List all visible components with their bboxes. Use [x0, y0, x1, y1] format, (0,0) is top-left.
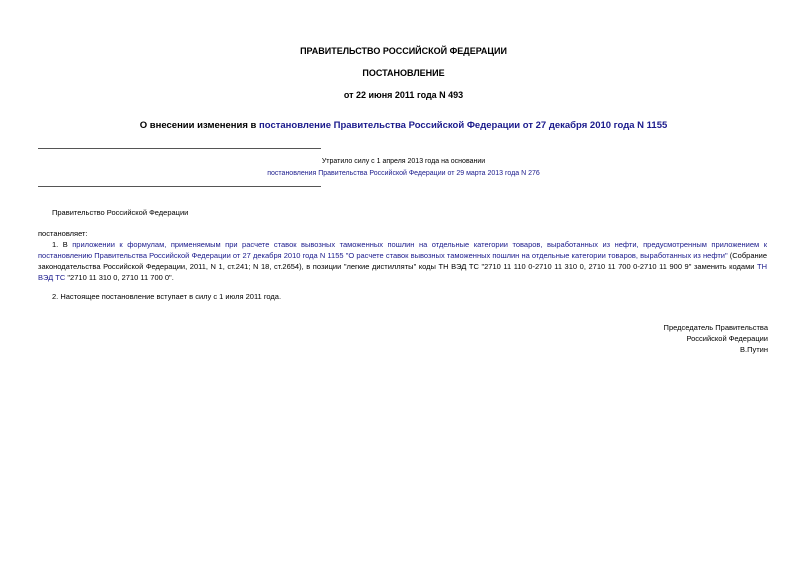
- signature-position-2: Российской Федерации: [686, 334, 768, 343]
- signature-name: В.Путин: [740, 345, 768, 354]
- issuer-text: Правительство Российской Федерации: [52, 208, 189, 217]
- title-prefix: О внесении изменения в: [139, 120, 260, 131]
- p1-number: 1. В: [52, 240, 73, 249]
- paragraph-1: [38, 239, 767, 283]
- p1-link-tnved[interactable]: ТН ВЭД ТС: [38, 262, 767, 282]
- status-top-rule: [38, 148, 321, 149]
- p1-text-1: (Собрание законодательства Российской Федерации, 2011, N 1, ст.241; N 18, ст.2654), в позиции "легкие дистилляты" коды ТН ВЭД ТС "2710 11 110 0-2710 11 310 0, 2710 11 700 0-2710 11 900 9" заменить кодами: [38, 251, 767, 271]
- date-number-heading: от 22 июня 2011 года N 493: [343, 90, 464, 100]
- signature-position-1: Председатель Правительства: [663, 323, 768, 332]
- status-link-decree-276[interactable]: постановления Правительства Российской Федерации от 29 марта 2013 года N 276: [267, 170, 540, 177]
- status-bottom-rule: [38, 186, 321, 187]
- document-title: [0, 120, 807, 131]
- doc-type-heading: ПОСТАНОВЛЕНИЕ: [362, 68, 445, 78]
- paragraph-2: 2. Настоящее постановление вступает в силу с 1 июля 2011 года.: [52, 292, 282, 301]
- status-line: Утратило силу с 1 апреля 2013 года на основании: [321, 158, 486, 165]
- p1-link-appendix[interactable]: приложении к формулам, применяемым при расчете ставок вывозных таможенных пошлин на отдельные категории товаров, выработанных из нефти, предусмотренным приложением к постановлению Правительства Российской Федерации от 27 декабря 2010 года N 1155 "О расчете ставок вывозных таможенных пошлин на отдельные категории товаров, выработанных из нефти": [38, 240, 767, 260]
- decrees-text: постановляет:: [38, 229, 88, 238]
- org-heading: ПРАВИТЕЛЬСТВО РОССИЙСКОЙ ФЕДЕРАЦИИ: [300, 46, 507, 56]
- p1-text-2: "2710 11 310 0, 2710 11 700 0".: [65, 273, 174, 282]
- title-link-decree-1155[interactable]: постановление Правительства Российской Федерации от 27 декабря 2010 года N 1155: [259, 120, 668, 131]
